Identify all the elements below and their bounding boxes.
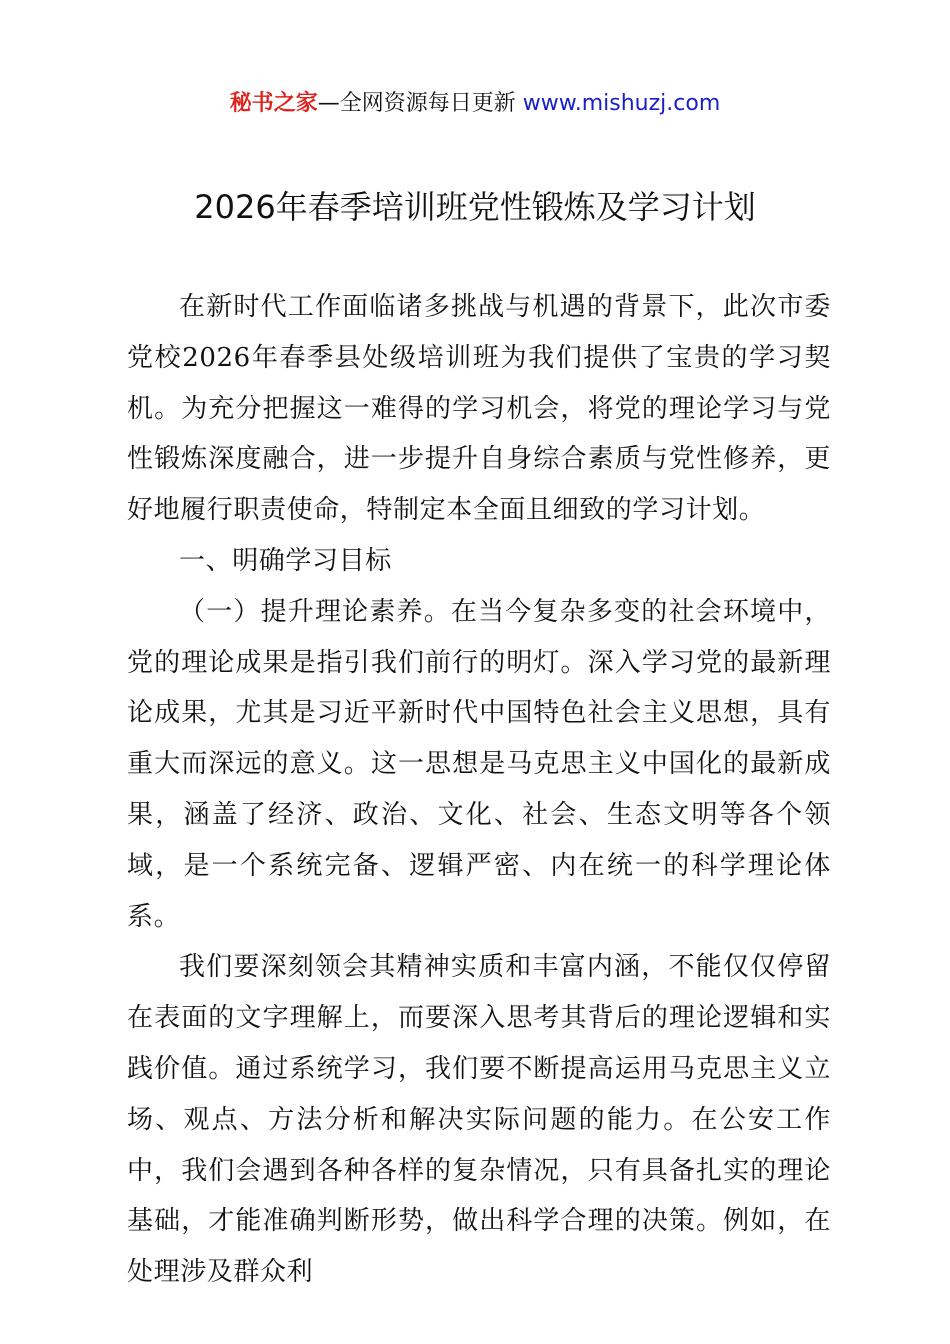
- document-body: [127, 282, 831, 1298]
- section-heading: 一、明确学习目标: [179, 545, 392, 576]
- body-paragraph: （一）提升理论素养。在当今复杂多变的社会环境中，党的理论成果是指引我们前行的明灯。深入学习党的最新理论成果，尤其是习近平新时代中国特色社会主义思想，具有重大而深远的意义。这一思想是马克思主义中国化的最新成果，涵盖了经济、政治、文化、社会、生态文明等各个领域，是一个系统完备、逻辑严密、内在统一的科学理论体系。: [127, 596, 831, 932]
- body-paragraph: 我们要深刻领会其精神实质和丰富内涵，不能仅仅停留在表面的文字理解上，而要深入思考其背后的理论逻辑和实践价值。通过系统学习，我们要不断提高运用马克思主义立场、观点、方法分析和解决实际问题的能力。在公安工作中，我们会遇到各种各样的复杂情况，只有具备扎实的理论基础，才能准确判断形势，做出科学合理的决策。例如，在处理涉及群众利: [127, 952, 831, 1288]
- site-tagline: —全网资源每日更新: [317, 91, 523, 116]
- document-title: 2026年春季培训班党性锻炼及学习计划: [194, 188, 756, 226]
- site-url-link[interactable]: www.mishuzj.com: [522, 91, 721, 116]
- site-header: [0, 88, 950, 120]
- intro-paragraph: 在新时代工作面临诸多挑战与机遇的背景下，此次市委党校2026年春季县处级培训班为我们提供了宝贵的学习契机。为充分把握这一难得的学习机会，将党的理论学习与党性锻炼深度融合，进一步提升自身综合素质与党性修养，更好地履行职责使命，特制定本全面且细致的学习计划。: [127, 292, 831, 526]
- site-brand: 秘书之家: [229, 91, 318, 116]
